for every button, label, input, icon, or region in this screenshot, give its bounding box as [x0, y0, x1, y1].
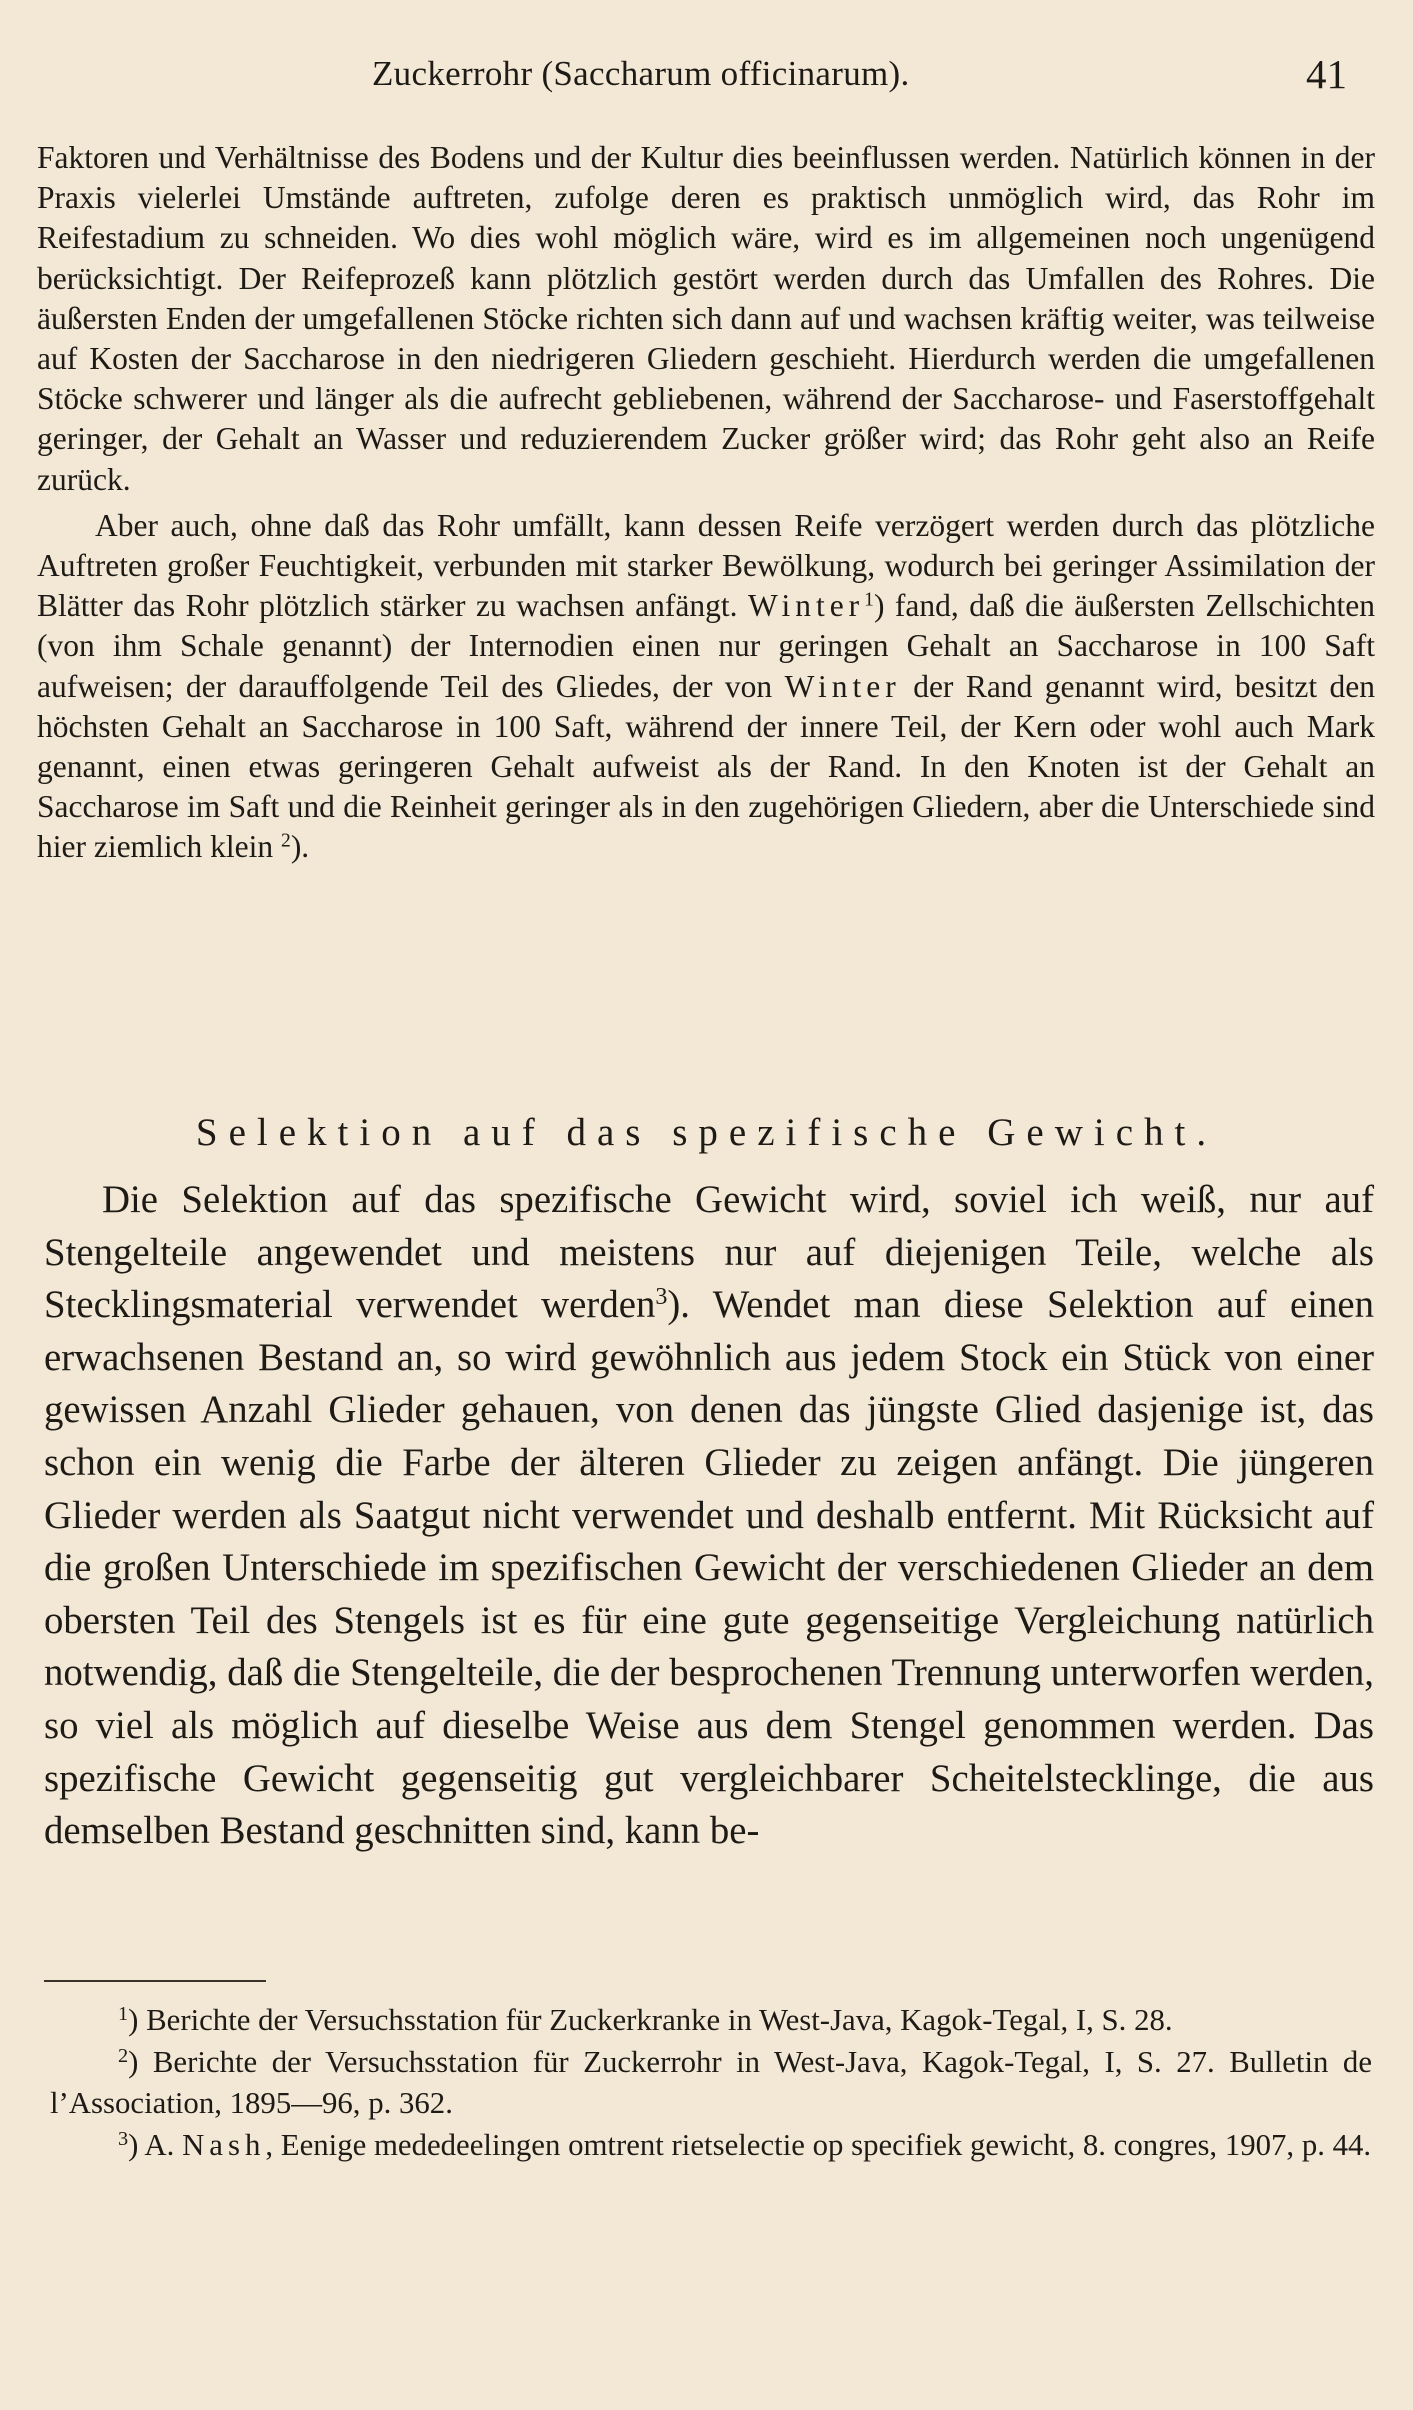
footnote-3-text-after: , Eenige mededeelingen omtrent rietselectie op specifiek gewicht, 8. congres, 1907, p. 44. — [265, 2127, 1372, 2162]
footnote-ref-1[interactable]: 1 — [864, 589, 874, 611]
paragraph-specific-gravity — [44, 1174, 1374, 1858]
footnote-3 — [50, 2125, 1372, 2167]
footnote-3-text-before: ) A. — [128, 2127, 175, 2162]
paragraph-text-mid: ) fand, daß die äußersten Zellschichten (von ihm Schale genannt) der Internodien einen nur geringen Gehalt an Saccharose in 100 Saft aufweisen; der darauffolgende Teil des Gliedes, der von — [37, 588, 1375, 704]
footnote-ref-2[interactable]: 2 — [281, 830, 291, 852]
running-head — [0, 48, 1413, 108]
footnote-1-text: ) Berichte der Versuchsstation für Zuckerkranke in West-Java, Kagok-Tegal, I, S. 28. — [128, 2003, 1173, 2037]
section-text-rest: ). Wendet man diese Selektion auf einen erwachsenen Bestand an, so wird gewöhnlich aus jedem Stock ein Stück von einer gewissen Anzahl Glieder gehauen, von denen das jüngste Glied dasjenige ist, das schon ein wenig die Farbe der älteren Glieder zu zeigen anfängt. Die jüngeren Glieder werden als Saatgut nicht verwendet und deshalb entfernt. Mit Rücksicht auf die großen Unterschiede im spezifischen Gewicht der verschiedenen Glieder an dem obersten Teil des Stengels ist es für eine gute gegenseitige Vergleichung natürlich notwendig, daß die Stengelteile, die der besprochenen Trennung unterworfen werden, so viel als möglich auf dieselbe Weise aus dem Stengel genommen werden. Das spezifische Gewicht gegenseitig gut vergleichbarer Scheitelstecklinge, die aus demselben Bestand geschnitten sind, kann be- — [44, 1283, 1374, 1853]
paragraph-text-end: ). — [290, 829, 310, 865]
section-text — [44, 1174, 1374, 1858]
footnote-3-author: Nash — [182, 2127, 266, 2162]
footnotes — [50, 2000, 1372, 2166]
section-heading: Selektion auf das spezifische Gewicht. — [195, 1111, 1218, 1154]
section-text-start: Die Selektion auf das spezifische Gewicht wird, soviel ich weiß, nur auf Stengelteile angewendet und meistens nur auf diejenigen Teile, welche als Stecklingsmaterial verwendet werden — [44, 1178, 1374, 1327]
author-name-winter: Winter — [747, 588, 865, 624]
paragraph-text-after: der Rand genannt wird, besitzt den höchsten Gehalt an Saccharose in 100 Saft, während der innere Teil, der Kern oder wohl auch Mark genannt, einen etwas geringeren Gehalt aufweist als der Rand. In den Knoten ist der Gehalt an Saccharose im Saft und die Reinheit geringer als in den zugehörigen Gliedern, aber die Unterschiede sind hier ziemlich klein — [37, 668, 1376, 865]
footnote-mark-2: 2 — [118, 2044, 129, 2067]
footnote-divider — [44, 1980, 266, 1982]
paragraph-text-start: Aber auch, ohne daß das Rohr umfällt, kann dessen Reife verzögert werden durch das plötzliche Auftreten großer Feuchtigkeit, verbunden mit starker Bewölkung, wodurch bei geringer Assimilation der Blätter das Rohr plötzlich stärker zu wachsen anfängt. — [37, 507, 1375, 624]
footnote-2 — [50, 2042, 1372, 2125]
body-text — [37, 138, 1375, 868]
footnote-mark-1: 1 — [118, 2002, 129, 2025]
footnote-ref-3[interactable]: 3 — [655, 1283, 668, 1310]
paragraph-ripening-disturbance: Faktoren und Verhältnisse des Bodens und der Kultur dies beeinflussen werden. Natürlich können in der Praxis vielerlei Umstände auftreten, zufolge deren es praktisch unmöglich wird, das Rohr im Reifestadium zu schneiden. Wo dies wohl möglich wäre, wird es im allgemeinen noch ungenügend berücksichtigt. Der Reifeprozeß kann plötzlich gestört werden durch das Umfallen des Rohres. Die äußersten Enden der umgefallenen Stöcke richten sich dann auf und wachsen kräftig weiter, was teilweise auf Kosten der Saccharose in den niedrigeren Gliedern geschieht. Hierdurch werden die umgefallenen Stöcke schwerer und länger als die aufrecht gebliebenen, während der Saccharose- und Faserstoffgehalt geringer, der Gehalt an Wasser und reduzierendem Zucker größer wird; das Rohr geht also an Reife zurück. — [37, 140, 1375, 497]
footnote-2-text: ) Berichte der Versuchsstation für Zuckerrohr in West-Java, Kagok-Tegal, I, S. 27. Bulletin de l’Association, 1895—96, p. 362. — [50, 2044, 1372, 2120]
running-title: Zuckerrohr (Saccharum officinarum). — [372, 54, 910, 93]
footnote-1 — [50, 2000, 1372, 2042]
footnote-mark-3: 3 — [118, 2127, 129, 2150]
author-name-winter-2: Winter — [784, 668, 901, 704]
page-number: 41 — [1306, 51, 1347, 97]
paragraph-winter-findings — [37, 506, 1375, 868]
